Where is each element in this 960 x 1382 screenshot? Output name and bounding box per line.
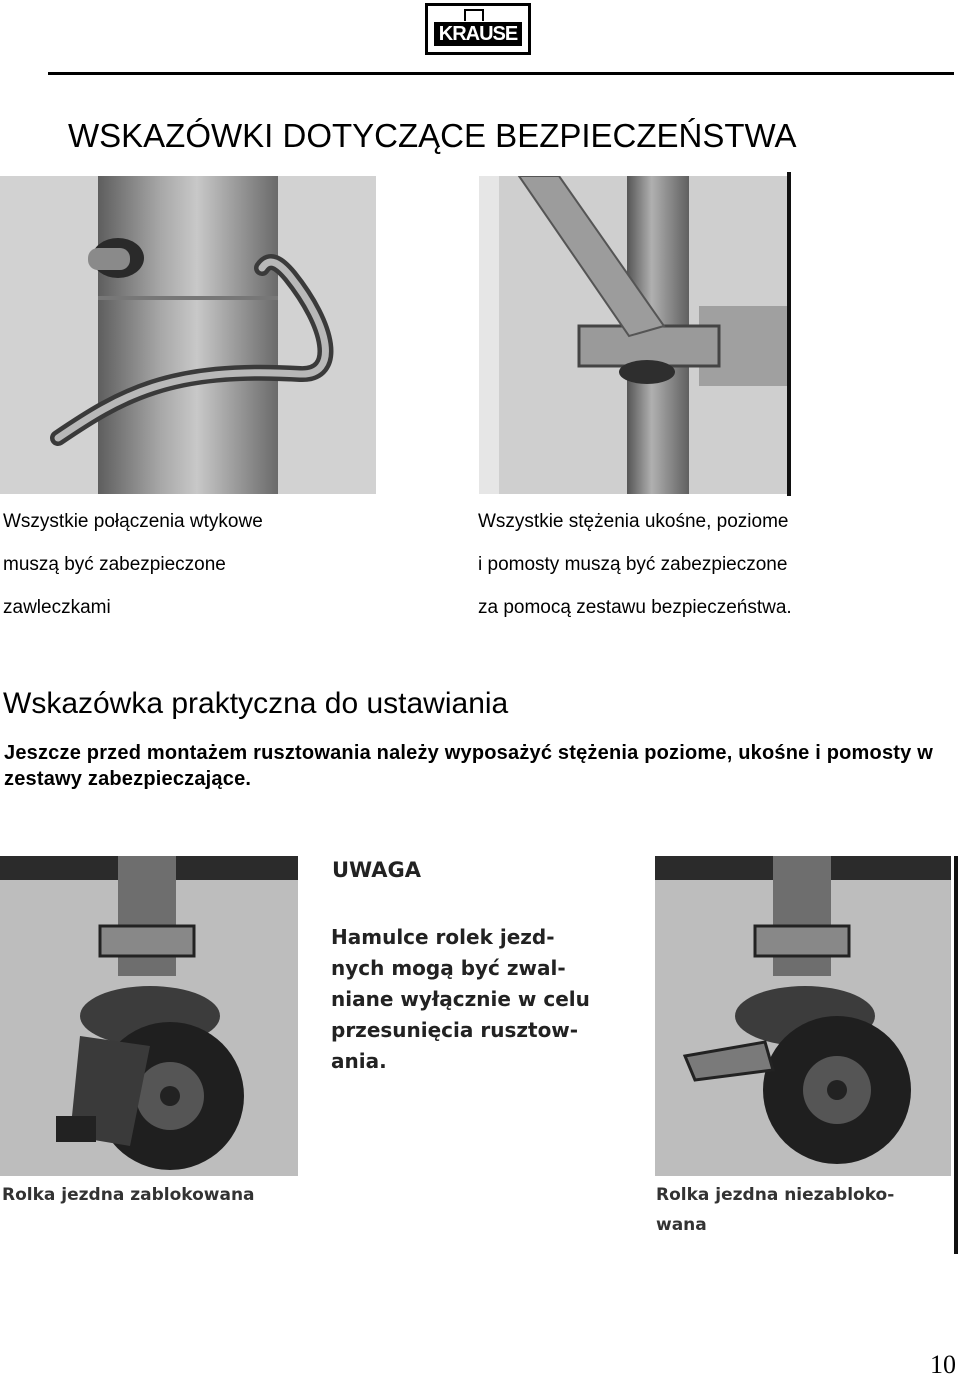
logo-notch xyxy=(464,9,484,21)
logo-text: KRAUSE xyxy=(434,22,522,46)
caption-wheel-unlocked: Rolka jezdna niezabloko- wana xyxy=(656,1185,895,1235)
practical-tip-text: Jeszcze przed montażem rusztowania należy wyposażyć stężenia poziome, ukośne i pomosty w zestawy zabezpieczające. xyxy=(4,742,933,790)
caption-cotter-pins: Wszystkie połączenia wtykowe muszą być zabezpieczone zawleczkami xyxy=(3,511,263,618)
warning-text: Hamulce rolek jezd- nych mogą być zwal- niane wyłącznie w celu przesunięcia rusztow- ania. xyxy=(331,925,590,1073)
caption-brace-security: Wszystkie stężenia ukośne, poziome i pomosty muszą być zabezpieczone za pomocą zestawu bezpieczeństwa. xyxy=(478,511,792,618)
photo-edge-bar xyxy=(787,172,791,496)
photo-wheel-locked xyxy=(0,856,298,1176)
warning-title: UWAGA xyxy=(332,858,422,882)
brand-logo xyxy=(425,3,531,55)
page-title: WSKAZÓWKI DOTYCZĄCE BEZPIECZEŃSTWA xyxy=(68,117,797,154)
page-number: 10 xyxy=(930,1350,956,1379)
photo-brace-clamp xyxy=(479,176,787,494)
caption-wheel-locked: Rolka jezdna zablokowana xyxy=(2,1185,255,1205)
header-divider xyxy=(48,72,954,75)
photo-wheel-unlocked xyxy=(655,856,951,1176)
photo-cotter-pin xyxy=(0,176,376,494)
photo-edge-bar-lower xyxy=(954,856,958,1254)
section-heading: Wskazówka praktyczna do ustawiania xyxy=(3,687,509,720)
